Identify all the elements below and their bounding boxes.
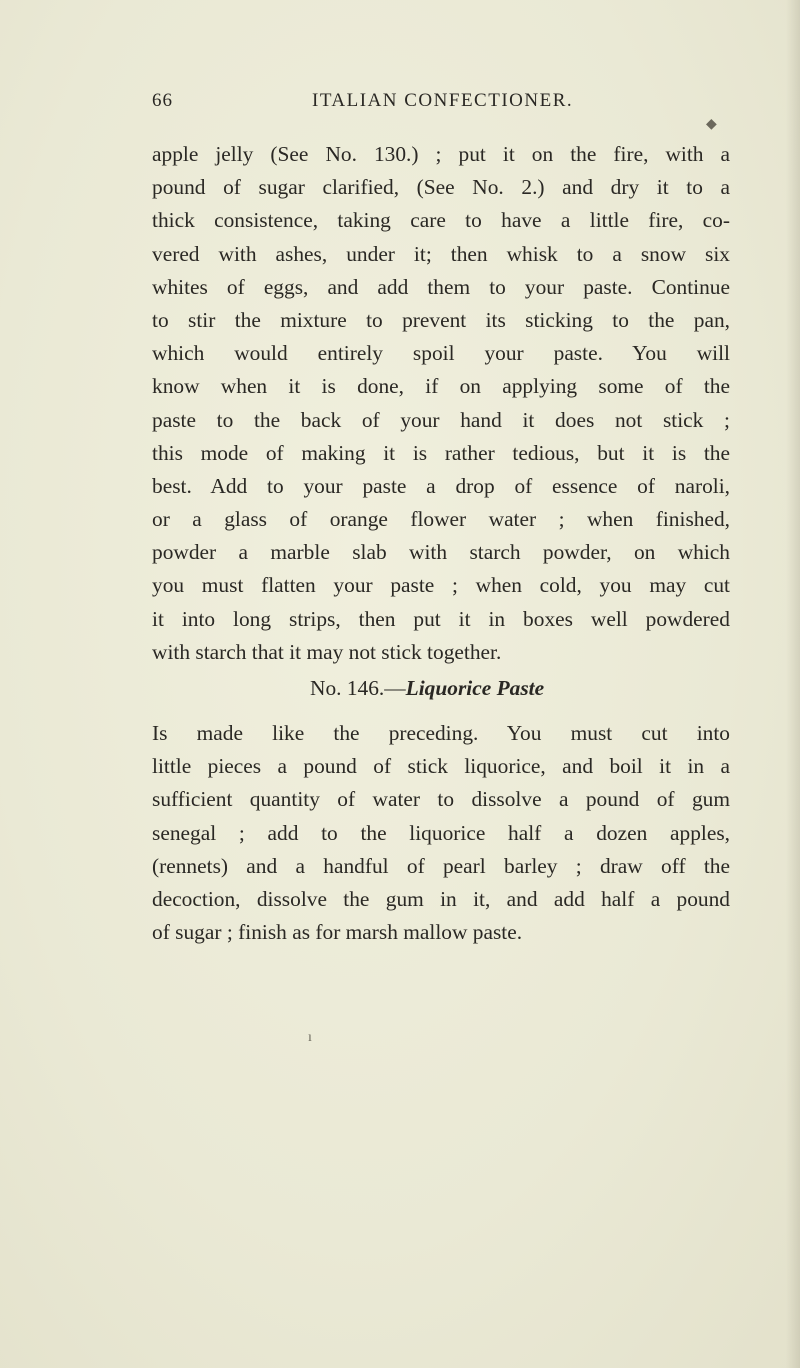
text-line: this mode of making it is rather tedious, but it is the	[152, 440, 730, 465]
text-line: (rennets) and a handful of pearl barley ; draw off the	[152, 853, 730, 878]
print-speck: ◆	[706, 117, 717, 132]
text-line: sufficient quantity of water to dissolve a pound of gum	[152, 787, 730, 812]
text-line: which would entirely spoil your paste. You will	[152, 341, 730, 366]
recipe-number: No. 146.—	[310, 676, 406, 700]
text-line: to stir the mixture to prevent its sticking to the pan,	[152, 307, 730, 332]
text-line: vered with ashes, under it; then whisk to a snow six	[152, 241, 730, 266]
paragraph-liquorice-paste	[152, 717, 730, 949]
text-line: powder a marble slab with starch powder, on which	[152, 540, 730, 565]
text-line: or a glass of orange flower water ; when finished,	[152, 507, 730, 532]
text-line: paste to the back of your hand it does not stick ;	[152, 407, 730, 432]
running-title: ITALIAN CONFECTIONER.	[312, 90, 574, 111]
print-speck: ı	[308, 1030, 312, 1045]
text-line: decoction, dissolve the gum in it, and add half a pound	[152, 886, 730, 911]
paragraph-apple-paste	[152, 138, 730, 669]
text-line: of sugar ; finish as for marsh mallow paste.	[152, 920, 523, 945]
text-line: Is made like the preceding. You must cut into	[152, 721, 730, 745]
page-header	[152, 90, 712, 114]
text-line: apple jelly (See No. 130.) ; put it on the fire, with a	[152, 142, 730, 166]
text-line: you must flatten your paste ; when cold, you may cut	[152, 573, 730, 598]
text-line: little pieces a pound of stick liquorice, and boil it in a	[152, 754, 730, 779]
recipe-heading	[310, 676, 544, 701]
text-line: whites of eggs, and add them to your paste. Continue	[152, 274, 730, 299]
page-edge-shadow	[786, 0, 800, 1368]
text-line: pound of sugar clarified, (See No. 2.) and dry it to a	[152, 175, 730, 200]
page-number: 66	[152, 90, 173, 111]
text-line: senegal ; add to the liquorice half a dozen apples,	[152, 820, 730, 845]
text-line: it into long strips, then put it in boxes well powdered	[152, 606, 730, 631]
text-line: know when it is done, if on applying some of the	[152, 374, 730, 399]
text-line: best. Add to your paste a drop of essence of naroli,	[152, 473, 730, 498]
text-line: thick consistence, taking care to have a little fire, co-	[152, 208, 730, 233]
text-line: with starch that it may not stick together.	[152, 639, 502, 664]
recipe-title: Liquorice Paste	[405, 676, 545, 700]
